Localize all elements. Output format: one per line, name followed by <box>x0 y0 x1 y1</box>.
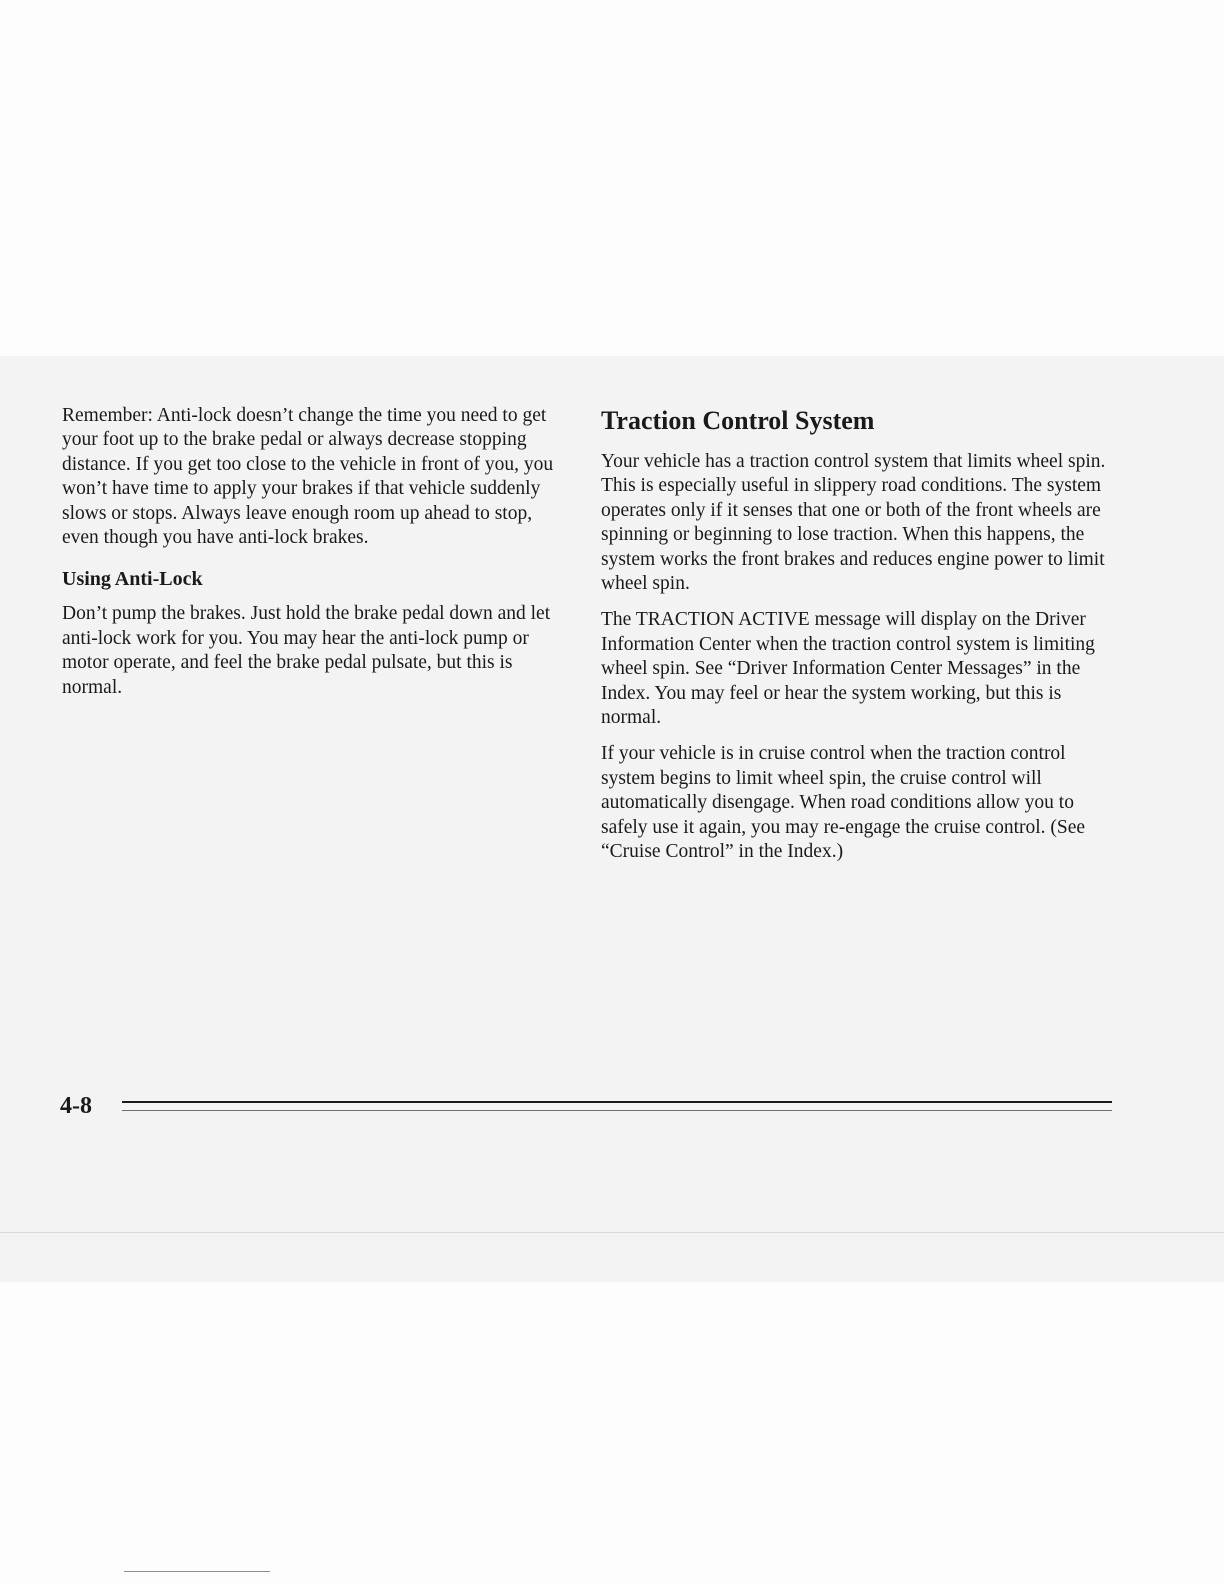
cruise-control-paragraph: If your vehicle is in cruise control when the traction control system begins to limit wheel spin, the cruise control will automatically disengage. When road conditions allow you to safely use it again, you may re-engage the cruise control. (See “Cruise Control” in the Index.) <box>601 743 1086 863</box>
traction-active-paragraph: The TRACTION ACTIVE message will display on the Driver Information Center when the traction control system is limiting wheel spin. See “Driver Information Center Messages” in the Index. You may feel or hear the system working, but this is normal. <box>601 609 1095 729</box>
anti-lock-reminder-paragraph: Remember: Anti-lock doesn’t change the time you need to get your foot up to the brake pedal or always decrease stopping distance. If you get too close to the vehicle in front of you, you won’t have time to apply your brakes if that vehicle suddenly slows or stops. Always leave enough room up ahead to stop, even though you have anti-lock brakes. <box>62 405 554 549</box>
left-column <box>62 404 562 712</box>
footer-rule <box>122 1101 1112 1103</box>
bottom-link-underline <box>124 1571 270 1572</box>
page-number: 4-8 <box>60 1093 92 1119</box>
using-anti-lock-paragraph: Don’t pump the brakes. Just hold the brake pedal down and let anti-lock work for you. You may hear the anti-lock pump or motor operate, and feel the brake pedal pulsate, but this is normal. <box>62 603 551 698</box>
traction-intro-paragraph: Your vehicle has a traction control system that limits wheel spin. This is especially useful in slippery road conditions. The system operates only if it senses that one or both of the front wheels are spinning or beginning to lose traction. When this happens, the system works the front brakes and reduces engine power to limit wheel spin. <box>601 451 1106 595</box>
right-column <box>601 404 1113 877</box>
footer-rule-thin <box>122 1110 1112 1111</box>
using-anti-lock-heading: Using Anti-Lock <box>62 568 203 591</box>
traction-control-title: Traction Control System <box>601 406 875 435</box>
band-divider <box>0 1232 1224 1233</box>
